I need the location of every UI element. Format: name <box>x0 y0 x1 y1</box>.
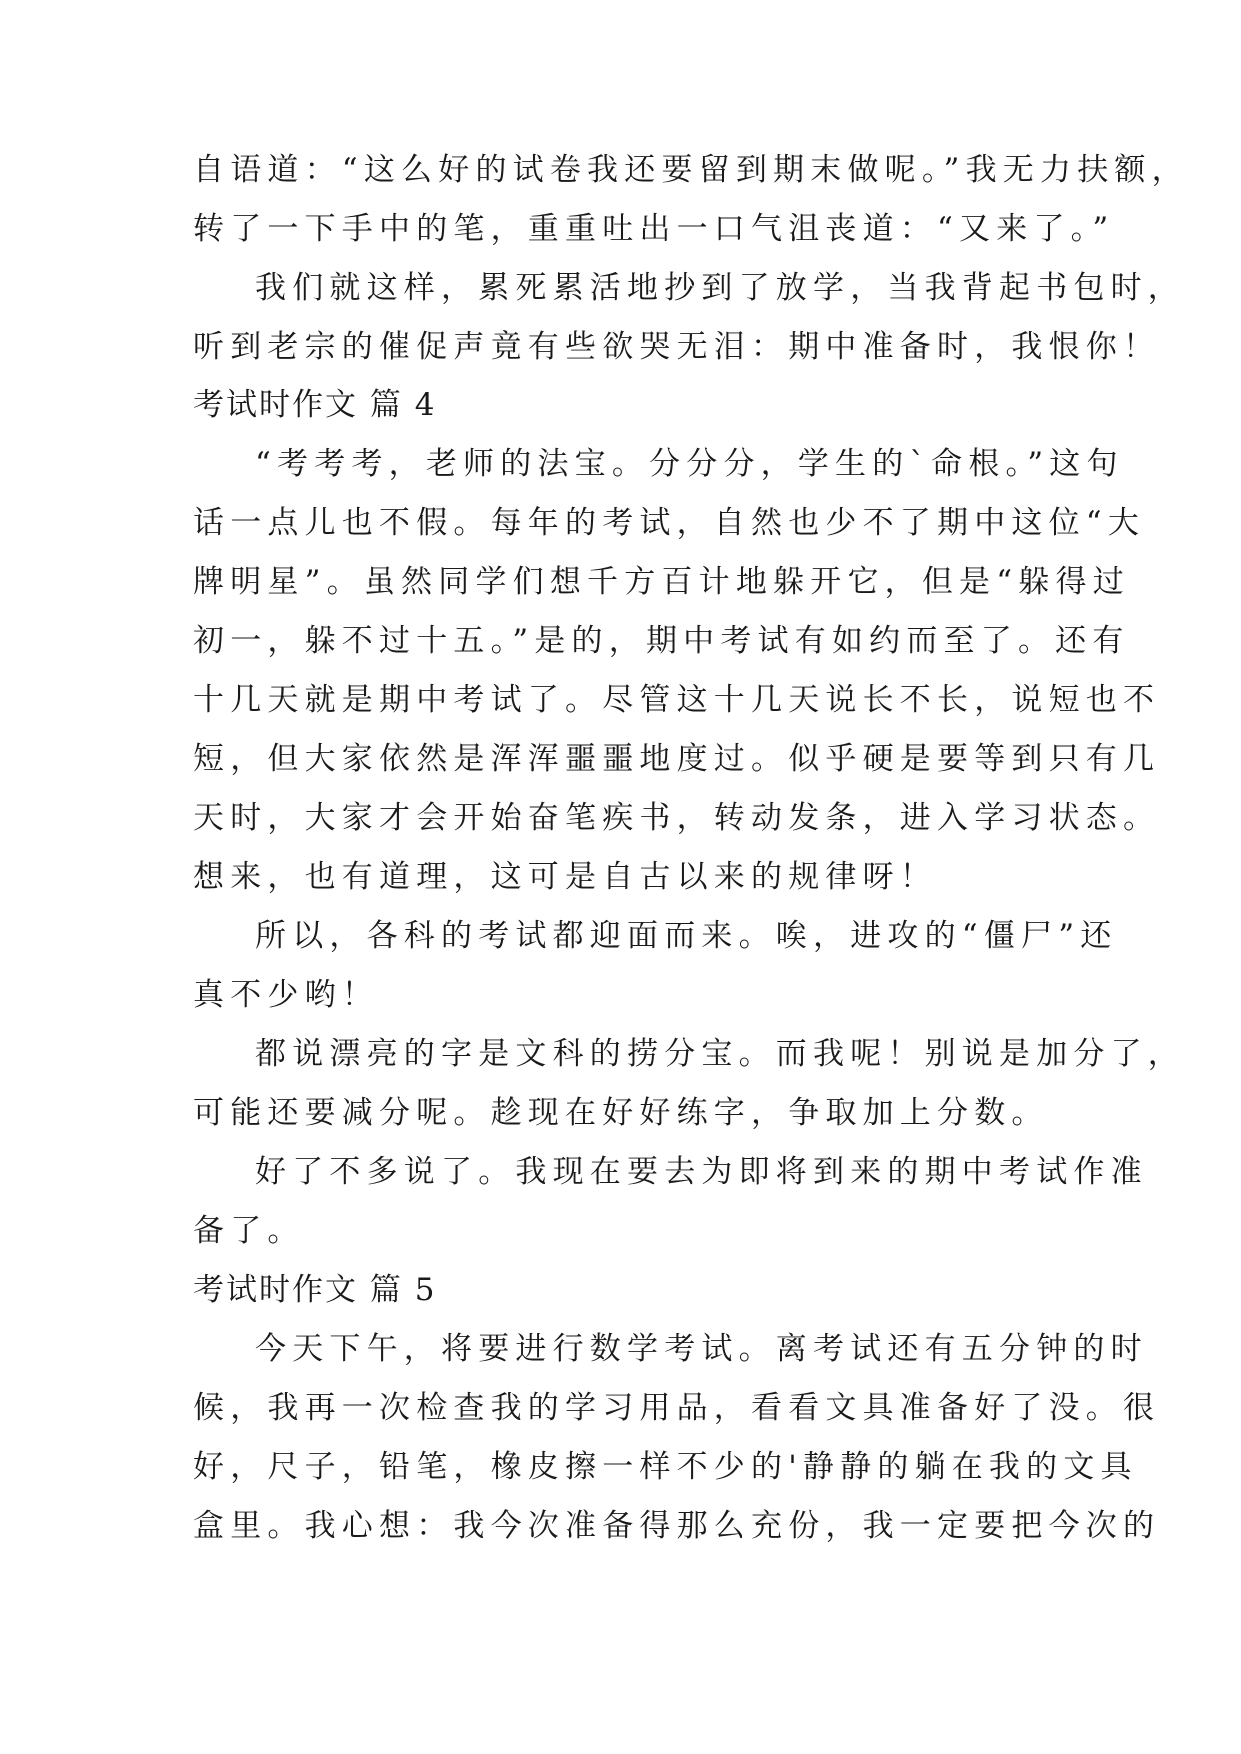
section-heading: 考试时作文 篇 5 <box>193 1272 437 1308</box>
text-line: 盒里。我心想：我今次准备得那么充份，我一定要把今次的 <box>193 1508 1161 1544</box>
text-line: 短，但大家依然是浑浑噩噩地度过。似乎硬是要等到只有几 <box>193 741 1161 777</box>
text-line: 牌明星”。虽然同学们想千方百计地躲开它，但是“躲得过 <box>193 564 1130 600</box>
text-line: 候，我再一次检查我的学习用品，看看文具准备好了没。很 <box>193 1390 1161 1426</box>
text-line: 天时，大家才会开始奋笔疾书，转动发条，进入学习状态。 <box>193 800 1161 836</box>
text-line: 话一点儿也不假。每年的考试，自然也少不了期中这位“大 <box>193 505 1146 541</box>
paragraph-first-line: 所以，各科的考试都迎面而来。唉，进攻的“僵尸”还 <box>255 918 1118 954</box>
paragraph-first-line: 我们就这样，累死累活地抄到了放学，当我背起书包时， <box>255 270 1185 306</box>
text-line: 备了。 <box>193 1213 305 1249</box>
paragraph-first-line: 好了不多说了。我现在要去为即将到来的期中考试作准 <box>255 1154 1148 1190</box>
text-line: 好，尺子，铅笔，橡皮擦一样不少的'静静的躺在我的文具 <box>193 1449 1138 1485</box>
text-line: 真不少哟！ <box>193 977 379 1013</box>
text-line: 转了一下手中的笔，重重吐出一口气沮丧道：“又来了。” <box>193 211 1115 247</box>
paragraph-first-line: 今天下午，将要进行数学考试。离考试还有五分钟的时 <box>255 1331 1148 1367</box>
paragraph-first-line: 都说漂亮的字是文科的捞分宝。而我呢！别说是加分了， <box>255 1036 1185 1072</box>
section-heading: 考试时作文 篇 4 <box>193 387 437 423</box>
text-line: 初一，躲不过十五。”是的，期中考试有如约而至了。还有 <box>193 623 1130 659</box>
text-line: 听到老宗的催促声竟有些欲哭无泪：期中准备时，我恨你！ <box>193 329 1161 365</box>
text-line: 想来，也有道理，这可是自古以来的规律呀！ <box>193 859 937 895</box>
text-line: 十几天就是期中考试了。尽管这十几天说长不长，说短也不 <box>193 682 1161 718</box>
text-line: 自语道：“这么好的试卷我还要留到期末做呢。”我无力扶额， <box>193 152 1189 188</box>
text-line: 可能还要减分呢。趁现在好好练字，争取加上分数。 <box>193 1095 1049 1131</box>
paragraph-first-line: “考考考，老师的法宝。分分分，学生的`命根。”这句 <box>255 446 1124 482</box>
